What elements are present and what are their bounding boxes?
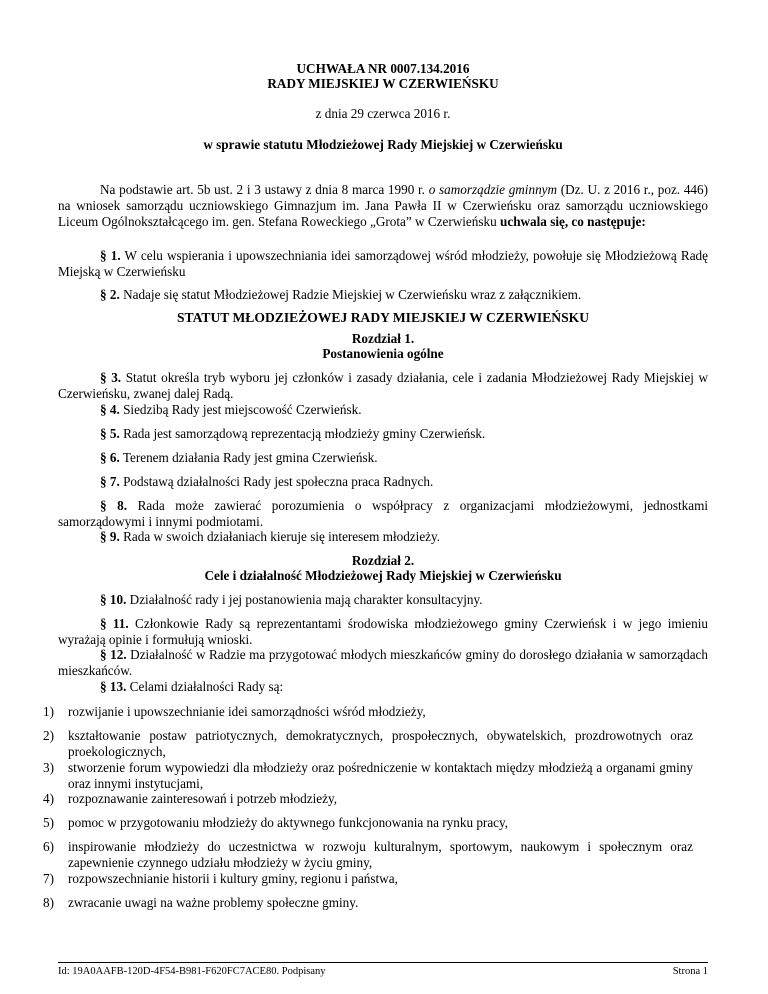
paragraph-1 [58,248,708,280]
paragraph-text: Działalność rady i jej postanowienia mają charakter konsultacyjny. [126,592,483,607]
list-number: 8) [43,895,54,910]
paragraph-mark: § 2. [100,287,120,302]
paragraph-mark: § 7. [100,474,120,489]
preamble-bold: uchwala się, co następuje: [500,214,646,229]
list-number: 4) [43,791,54,806]
footer-divider [58,962,708,963]
chapter-1-name: Postanowienia ogólne [322,346,444,361]
paragraph-mark: § 4. [100,402,120,417]
paragraph-6 [58,450,708,466]
paragraph-11 [58,616,708,648]
paragraph-mark: § 5. [100,426,120,441]
resolution-subject: w sprawie statutu Młodzieżowej Rady Miejskiej w Czerwieńsku [203,137,563,152]
paragraph-3 [58,370,708,402]
list-text: zwracanie uwagi na ważne problemy społeczne gminy. [68,895,359,910]
chapter-2-name: Cele i działalność Młodzieżowej Rady Miejskiej w Czerwieńsku [204,568,562,583]
paragraph-mark: § 11. [100,616,129,631]
paragraph-text: W celu wspierania i upowszechniania idei samorządowej wśród młodzieży, powołuje się Młodzieżową Radę Miejską w Czerwieńsku [58,248,709,279]
paragraph-mark: § 8. [100,498,128,513]
paragraph-mark: § 3. [100,370,122,385]
paragraph-10 [58,592,708,608]
preamble [58,182,708,230]
paragraph-13 [58,679,708,695]
list-number: 1) [43,704,54,719]
statute-title: STATUT MŁODZIEŻOWEJ RADY MIEJSKIEJ W CZERWIEŃSKU [176,310,590,325]
paragraph-4 [58,402,708,418]
list-number: 7) [43,871,54,886]
list-number: 5) [43,815,54,830]
paragraph-text: Podstawą działalności Rady jest społeczna praca Radnych. [119,474,434,489]
council-name: RADY MIEJSKIEJ W CZERWIEŃSKU [267,76,499,91]
list-text: rozpowszechnianie historii i kultury gminy, regionu i państwa, [68,871,398,886]
preamble-italic: o samorządzie gminnym [428,182,558,197]
paragraph-text: Nadaje się statut Młodzieżowej Radzie Miejskiej w Czerwieńsku wraz z załącznikiem. [119,287,582,302]
paragraph-7 [58,474,708,490]
paragraph-text: Działalność w Radzie ma przygotować młodych mieszkańców gminy do dorosłego działania w samorządach mieszkańców. [58,647,709,678]
paragraph-text: Statut określa tryb wyboru jej członków i zasady działania, cele i zadania Młodzieżowej Rady Miejskiej w Czerwieńsku, zwanej dalej Radą. [58,370,709,401]
list-text: pomoc w przygotowaniu młodzieży do aktywnego funkcjonowania na rynku pracy, [68,815,509,830]
paragraph-text: Rada może zawierać porozumienia o współpracy z organizacjami młodzieżowymi, jednostkami samorządowymi i innymi podmiotami. [58,498,709,529]
paragraph-text: Terenem działania Rady jest gmina Czerwieńsk. [119,450,378,465]
paragraph-mark: § 10. [100,592,127,607]
paragraph-mark: § 6. [100,450,120,465]
resolution-number: UCHWAŁA NR 0007.134.2016 [296,61,470,76]
paragraph-text: Rada jest samorządową reprezentacją młodzieży gminy Czerwieńsk. [119,426,486,441]
paragraph-mark: § 9. [100,529,120,544]
document-id: Id: 19A0AAFB-120D-4F54-B981-F620FC7ACE80. Podpisany [58,966,326,977]
list-text: kształtowanie postaw patriotycznych, demokratycznych, prospołecznych, obywatelskich, prozdrowotnych oraz proekologicznych, [68,728,693,759]
page-number: Strona 1 [672,966,708,977]
paragraph-text: Celami działalności Rady są: [126,679,284,694]
paragraph-8 [58,498,708,530]
list-text: rozwijanie i upowszechnianie idei samorządności wśród młodzieży, [68,704,426,719]
paragraph-2 [58,287,708,303]
list-number: 3) [43,760,54,775]
list-number: 6) [43,839,54,854]
list-text: rozpoznawanie zainteresowań i potrzeb młodzieży, [68,791,337,806]
paragraph-9 [58,529,708,545]
paragraph-5 [58,426,708,442]
resolution-date: z dnia 29 czerwca 2016 r. [315,106,451,121]
chapter-1-number: Rozdział 1. [351,331,415,346]
preamble-text: Na podstawie art. 5b ust. 2 i 3 ustawy z dnia 8 marca 1990 r. [100,182,429,197]
preamble-text-2: (Dz. U. z 2016 r., poz. 446) na wniosek samorządu uczniowskiego Gimnazjum im. Jana Pawła II w Czerwieńsku oraz samorządu uczniowskiego Liceum Ogólnokształcącego im. gen. Stefana Roweckiego „Grota” w Czerwieńsku [58,182,708,229]
paragraph-mark: § 13. [100,679,127,694]
paragraph-12 [58,647,708,679]
paragraph-text: Siedzibą Rady jest miejscowość Czerwieńsk. [119,402,362,417]
paragraph-text: Rada w swoich działaniach kieruje się interesem młodzieży. [119,529,441,544]
paragraph-text: Członkowie Rady są reprezentantami środowiska młodzieżowego gminy Czerwieńsk i w jego imieniu wyrażają opinie i formułują wnioski. [58,616,708,647]
chapter-2-number: Rozdział 2. [351,553,415,568]
paragraph-mark: § 1. [100,248,121,263]
list-text: inspirowanie młodzieży do uczestnictwa w rozwoju kulturalnym, sportowym, naukowym i społecznym oraz zapewnienie czynnego udziału młodzieży w życiu gminy, [68,839,693,870]
list-text: stworzenie forum wypowiedzi dla młodzieży oraz pośredniczenie w kontaktach między młodzieżą a organami gminy oraz innymi instytucjami, [68,760,693,791]
list-number: 2) [43,728,54,743]
paragraph-mark: § 12. [100,647,127,662]
